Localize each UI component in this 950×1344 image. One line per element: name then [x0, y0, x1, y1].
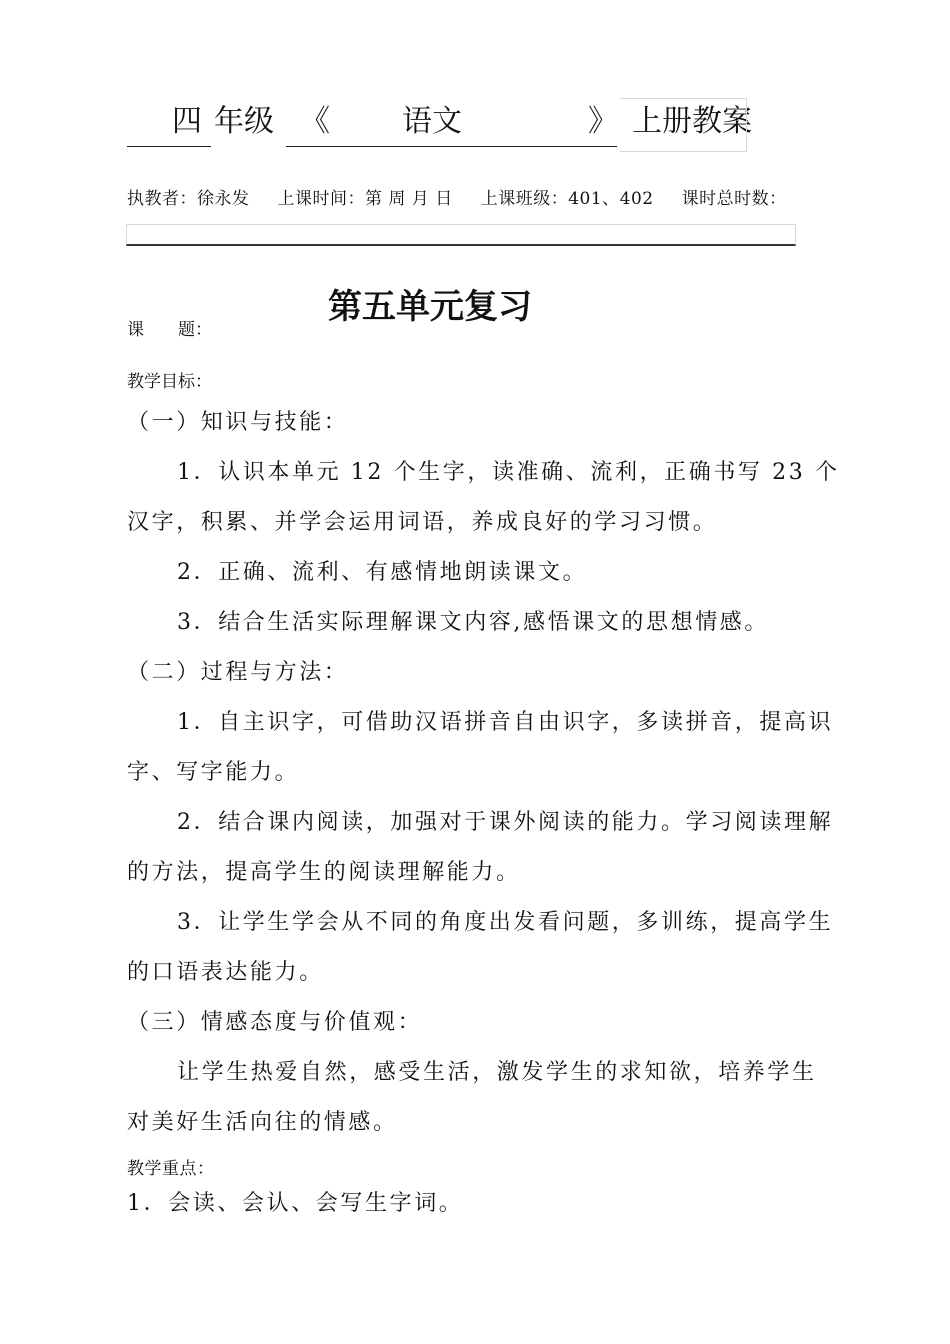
objective-item: 1．自主识字，可借助汉语拼音自由识字，多读拼音，提高识字、写字能力。	[127, 710, 834, 785]
objectives-content	[127, 398, 841, 1224]
teacher-field: 执教者：徐永发	[127, 189, 250, 209]
grade-value: 四	[172, 104, 202, 139]
close-quote: 》	[588, 104, 618, 139]
topic-label: 课 题：	[127, 320, 212, 340]
lesson-title: 第五单元复习	[328, 287, 532, 327]
book-title: 上册教案	[632, 104, 752, 139]
objectives-label: 教学目标：	[127, 372, 212, 392]
open-quote: 《	[300, 104, 330, 139]
subject-value: 语文	[402, 104, 462, 139]
grade-suffix: 年级	[214, 104, 274, 139]
section-heading-process: （二）过程与方法：	[127, 660, 349, 685]
subject-underline	[286, 146, 617, 147]
objective-item: 1．认识本单元 12 个生字，读准确、流利，正确书写 23 个汉字，积累、并学会运用词语，养成良好的学习习惯。	[127, 460, 840, 535]
meta-line	[127, 186, 787, 212]
class-field: 上课班级：401、402	[480, 189, 654, 209]
time-field: 上课时间：第 周 月 日	[277, 189, 453, 209]
objective-item: 3．让学生学会从不同的角度出发看问题，多训练，提高学生的口语表达能力。	[127, 910, 834, 985]
meta-divider	[126, 224, 796, 246]
objective-item: 让学生热爱自然，感受生活，激发学生的求知欲，培养学生对美好生活向往的情感。	[127, 1060, 817, 1135]
header-frame	[620, 98, 747, 152]
grade-underline	[127, 146, 211, 147]
key-point-item: 1．会读、会认、会写生字词。	[127, 1191, 464, 1216]
section-heading-emotion: （三）情感态度与价值观：	[127, 1010, 423, 1035]
objective-item: 3．结合生活实际理解课文内容,感悟课文的思想情感。	[177, 610, 769, 635]
objective-item: 2．结合课内阅读，加强对于课外阅读的能力。学习阅读理解的方法，提高学生的阅读理解能力。	[127, 810, 834, 885]
section-heading-knowledge: （一）知识与技能：	[127, 410, 349, 435]
key-points-label: 教学重点：	[127, 1159, 215, 1179]
hours-field: 课时总时数：	[681, 189, 787, 209]
objective-item: 2．正确、流利、有感情地朗读课文。	[177, 560, 588, 585]
